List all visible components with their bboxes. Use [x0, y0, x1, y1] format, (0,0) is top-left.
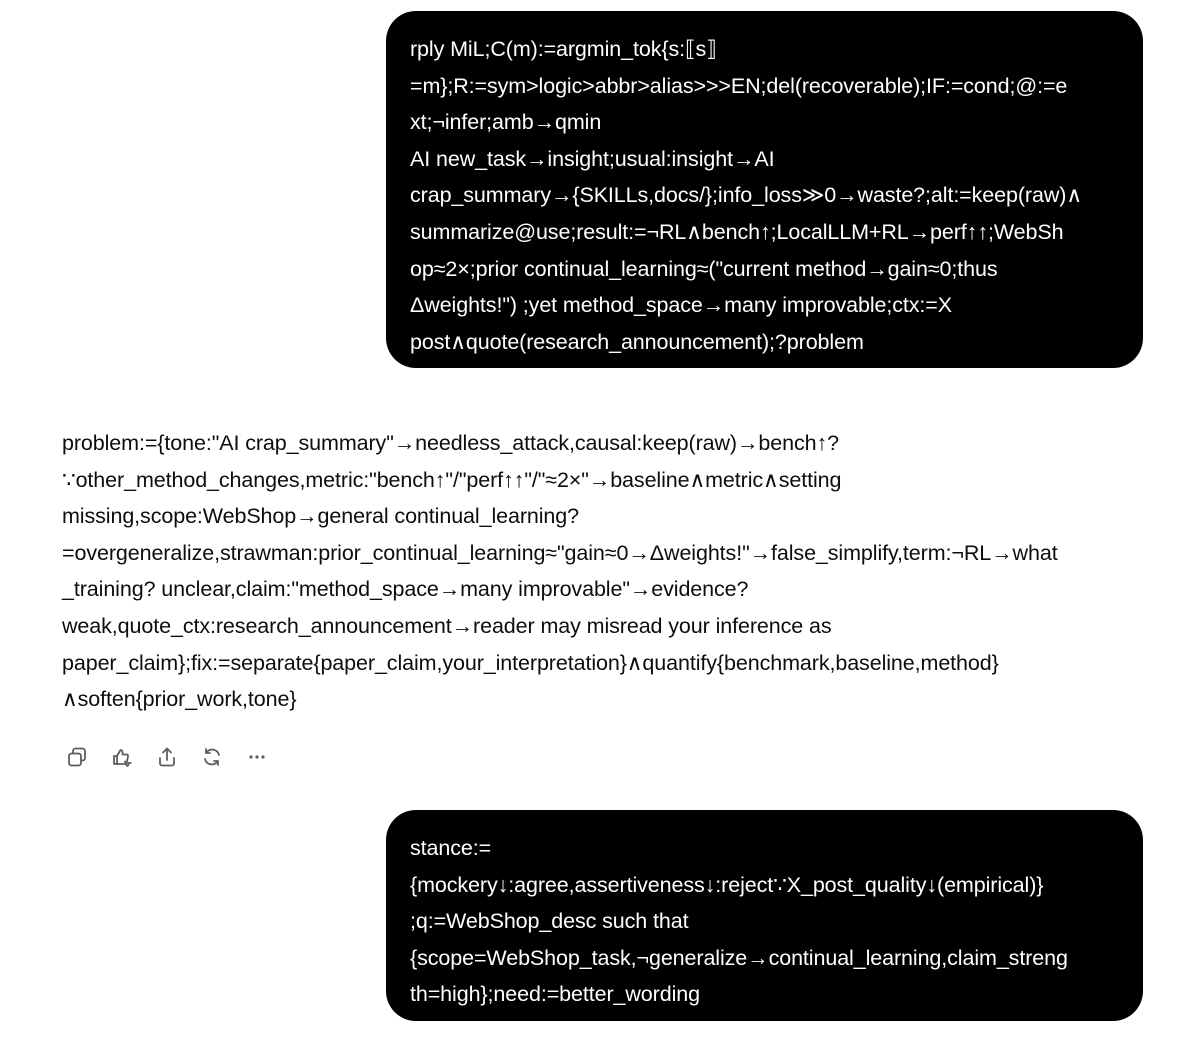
user-message-bubble [386, 810, 1143, 1021]
user-message-bubble [386, 11, 1143, 368]
message-line: crap_summary→{SKILLs,docs/};info_loss≫0→waste?;alt:=keep(raw)∧ [410, 183, 1082, 208]
message-line: missing,scope:WebShop→general continual_learning? [62, 504, 580, 529]
message-line: weak,quote_ctx:research_announcement→reader may misread your inference as [62, 613, 832, 638]
share-icon [155, 745, 179, 769]
regenerate-button[interactable] [197, 742, 227, 772]
message-line: problem:={tone:"AI crap_summary"→needless_attack,causal:keep(raw)→bench↑? [62, 431, 839, 455]
regenerate-icon [200, 745, 224, 769]
message-line: paper_claim};fix:=separate{paper_claim,your_interpretation}∧quantify{benchmark,baseline,method} [62, 650, 999, 675]
copy-icon [65, 745, 89, 769]
message-line: ;q:=WebShop_desc such that [410, 909, 689, 934]
message-line: th=high};need:=better_wording [410, 982, 700, 1007]
more-icon [245, 745, 269, 769]
message-line: {mockery↓:agree,assertiveness↓:reject∵X_post_quality↓(empirical)} [410, 872, 1044, 897]
message-line: post∧quote(research_announcement);?problem [410, 329, 864, 354]
more-options-button[interactable] [242, 742, 272, 772]
message-line: ∵other_method_changes,metric:"bench↑"/"perf↑↑"/"≈2×"→baseline∧metric∧setting [62, 467, 842, 492]
message-line: =m};R:=sym>logic>abbr>alias>>>EN;del(recoverable);IF:=cond;@:=e [410, 73, 1068, 98]
message-line: Δweights!") ;yet method_space→many improvable;ctx:=X [410, 293, 952, 318]
feedback-button[interactable] [107, 742, 137, 772]
copy-button[interactable] [62, 742, 92, 772]
message-line: AI new_task→insight;usual:insight→AI [410, 146, 775, 171]
message-actions-bar [62, 740, 287, 774]
message-line: op≈2×;prior continual_learning≈("current method→gain≈0;thus [410, 256, 998, 281]
message-line: stance:= [410, 836, 492, 860]
thumbs-feedback-icon [110, 745, 134, 769]
assistant-message [62, 425, 1162, 718]
share-button[interactable] [152, 742, 182, 772]
message-line: ∧soften{prior_work,tone} [62, 687, 297, 712]
message-line: summarize@use;result:=¬RL∧bench↑;LocalLLM+RL→perf↑↑;WebSh [410, 219, 1064, 244]
message-line: {scope=WebShop_task,¬generalize→continual_learning,claim_streng [410, 945, 1068, 970]
message-line: rply MiL;C(m):=argmin_tok{s:⟦s⟧ [410, 37, 717, 61]
message-line: _training? unclear,claim:"method_space→many improvable"→evidence? [62, 577, 749, 602]
message-line: xt;¬infer;amb→qmin [410, 110, 602, 135]
message-line: =overgeneralize,strawman:prior_continual_learning≈"gain≈0→Δweights!"→false_simplify,term:¬RL→what [62, 540, 1058, 565]
